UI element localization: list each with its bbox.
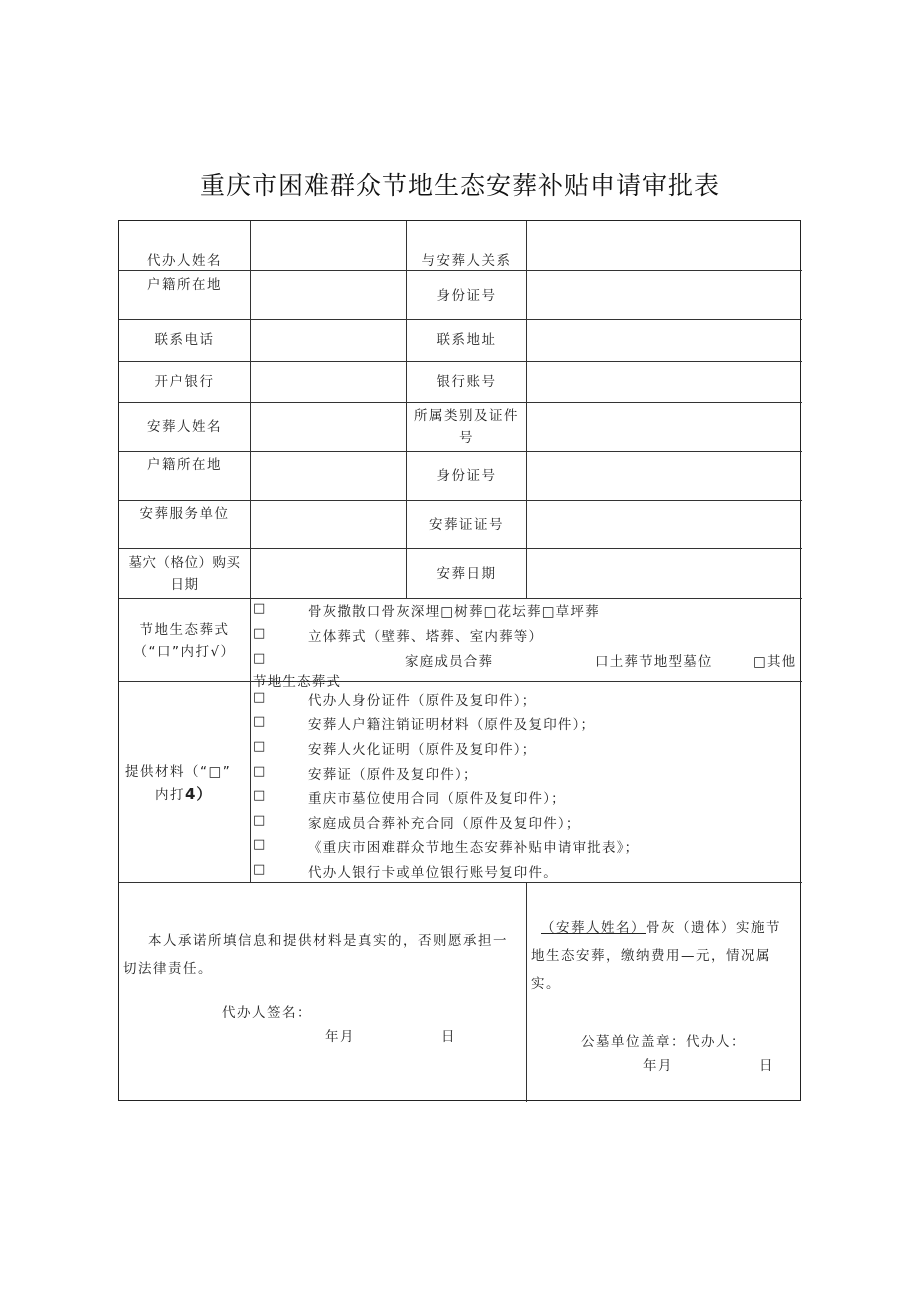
column-divider (250, 221, 251, 882)
deceased-id-field[interactable] (528, 453, 798, 498)
deceased-name-label: 安葬人姓名 (147, 419, 222, 435)
row-divider (119, 319, 802, 320)
relation-label: 与安葬人关系 (421, 253, 512, 269)
account-label: 银行账号 (436, 374, 497, 390)
row-divider (119, 681, 802, 682)
relation-field[interactable] (528, 223, 798, 268)
cemetery-year-month: 年月 (643, 1058, 673, 1074)
option-other: □其他 (753, 654, 797, 670)
tomb-purchase-label: 墓穴（格位）购买 日期 (128, 555, 241, 593)
service-unit-label: 安葬服务单位 (139, 506, 230, 522)
bank-label: 开户银行 (154, 374, 215, 390)
pledge-year-month: 年月 (325, 1029, 355, 1045)
burial-type-label: 节地生态葬式 （“口”内打√） (133, 622, 236, 660)
material-item: 《重庆市困难群众节地生态安葬补贴申请审批表》； (308, 840, 640, 856)
pledge-day: 日 (441, 1029, 456, 1045)
column-divider (526, 221, 527, 598)
row-divider (119, 451, 802, 452)
address-field[interactable] (528, 321, 798, 359)
cert-no-label: 安葬证证号 (429, 517, 504, 533)
account-field[interactable] (528, 363, 798, 400)
checkbox[interactable]: □ (253, 626, 266, 641)
agent-id-field[interactable] (528, 272, 798, 317)
form-title: 重庆市困难群众节地生态安葬补贴申请审批表 (199, 171, 720, 200)
agent-hukou-label: 户籍所在地 (147, 277, 222, 293)
checkbox[interactable]: □ (253, 739, 266, 754)
option-other-continued: 节地生态葬式 (253, 674, 342, 690)
material-item: 安葬人火化证明（原件及复印件）； (308, 742, 537, 758)
application-form-table (118, 220, 801, 1101)
material-item: 代办人身份证件（原件及复印件）； (308, 693, 537, 709)
row-divider (119, 500, 802, 501)
row-divider (119, 548, 802, 549)
checkbox[interactable]: □ (253, 601, 266, 616)
cemetery-day: 日 (759, 1058, 774, 1074)
burial-date-label: 安葬日期 (436, 566, 497, 582)
material-item: 安葬证（原件及复印件）； (308, 767, 478, 783)
cemetery-seal-label: 公墓单位盖章：代办人： (581, 1034, 746, 1050)
phone-field[interactable] (252, 321, 404, 359)
option-family-joint-burial: 家庭成员合葬 (405, 654, 494, 670)
deceased-hukou-field[interactable] (252, 453, 404, 498)
agent-name-field[interactable] (252, 223, 404, 268)
cemetery-confirmation: （安葬人姓名）骨灰（遗体）实施节 地生态安葬，缴纳费用—元，情况属 实。 (531, 920, 781, 992)
checkbox[interactable]: □ (253, 764, 266, 779)
row-divider (119, 402, 802, 403)
row-divider (119, 361, 802, 362)
checkbox[interactable]: □ (253, 862, 266, 877)
burial-date-field[interactable] (528, 550, 798, 596)
category-label: 所属类别及证件 号 (414, 408, 519, 446)
checkbox[interactable]: □ (253, 690, 266, 705)
option-vertical-burial: 立体葬式（壁葬、塔葬、室内葬等） (308, 629, 544, 645)
material-item: 安葬人户籍注销证明材料（原件及复印件）； (308, 717, 596, 733)
material-item: 家庭成员合葬补充合同（原件及复印件）； (308, 816, 581, 832)
agent-name-label: 代办人姓名 (147, 253, 222, 269)
phone-label: 联系电话 (154, 332, 215, 348)
option-scatter-deep-tree-flower-lawn: 骨灰撒散口骨灰深埋□树葬□花坛葬□草坪葬 (308, 604, 600, 620)
deceased-name-placeholder: （安葬人姓名） (541, 920, 646, 936)
checkbox[interactable]: □ (253, 651, 266, 666)
deceased-name-field[interactable] (252, 404, 404, 449)
deceased-id-label: 身份证号 (436, 468, 497, 484)
row-divider (119, 882, 802, 883)
column-divider (526, 882, 527, 1102)
checkbox[interactable]: □ (253, 837, 266, 852)
service-unit-field[interactable] (252, 502, 404, 546)
checkbox[interactable]: □ (253, 714, 266, 729)
row-divider (119, 598, 802, 599)
materials-label: 提供材料（“□” 内打4） (125, 764, 232, 803)
pledge-statement: 本人承诺所填信息和提供材料是真实的，否则愿承担一 切法律责任。 (123, 933, 508, 977)
agent-hukou-field[interactable] (252, 272, 404, 317)
material-item: 代办人银行卡或单位银行账号复印件。 (308, 865, 558, 881)
deceased-hukou-label: 户籍所在地 (147, 457, 222, 473)
tomb-purchase-field[interactable] (252, 550, 404, 596)
agent-id-label: 身份证号 (436, 288, 497, 304)
category-field[interactable] (528, 404, 798, 449)
bank-field[interactable] (252, 363, 404, 400)
checkbox[interactable]: □ (253, 788, 266, 803)
checkbox[interactable]: □ (253, 813, 266, 828)
agent-signature-label: 代办人签名： (222, 1005, 312, 1021)
address-label: 联系地址 (436, 332, 497, 348)
cert-no-field[interactable] (528, 502, 798, 546)
option-land-saving-tomb: 口土葬节地型墓位 (595, 654, 713, 670)
material-item: 重庆市墓位使用合同（原件及复印件）； (308, 791, 566, 807)
